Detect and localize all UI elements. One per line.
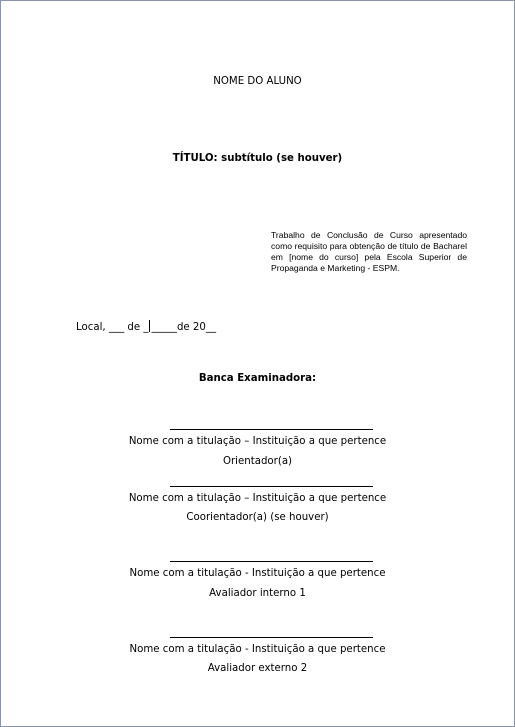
signature-line (170, 561, 373, 562)
examiner-role: Orientador(a) (222, 456, 293, 467)
local-date-line (76, 320, 216, 333)
document-title: TÍTULO: subtítulo (se houver) (172, 153, 343, 164)
examiner-name: Nome com a titulação - Instituição a que pertence (129, 644, 386, 655)
local-date-prefix: Local, ___ de _ (76, 322, 149, 333)
submission-note: Trabalho de Conclusão de Curso apresentado como requisito para obtenção de título de Bacharel em [nome do curso] pela Escola Superior de Propaganda e Marketing - ESPM. (271, 230, 467, 273)
examiner-name: Nome com a titulação - Instituição a que pertence (129, 568, 386, 579)
banca-title: Banca Examinadora: (198, 373, 317, 384)
examiner-name: Nome com a titulação – Instituição a que pertence (128, 436, 387, 447)
local-date-suffix: _____de 20__ (151, 322, 217, 333)
signature-line (170, 429, 373, 430)
examiner-role: Coorientador(a) (se houver) (186, 512, 329, 523)
examiner-role: Avaliador externo 2 (207, 663, 308, 674)
examiner-name: Nome com a titulação – Instituição a que pertence (128, 493, 387, 504)
student-name: NOME DO ALUNO (213, 76, 302, 87)
examiner-role: Avaliador interno 1 (209, 588, 306, 599)
signature-line (170, 637, 373, 638)
signature-line (170, 486, 373, 487)
